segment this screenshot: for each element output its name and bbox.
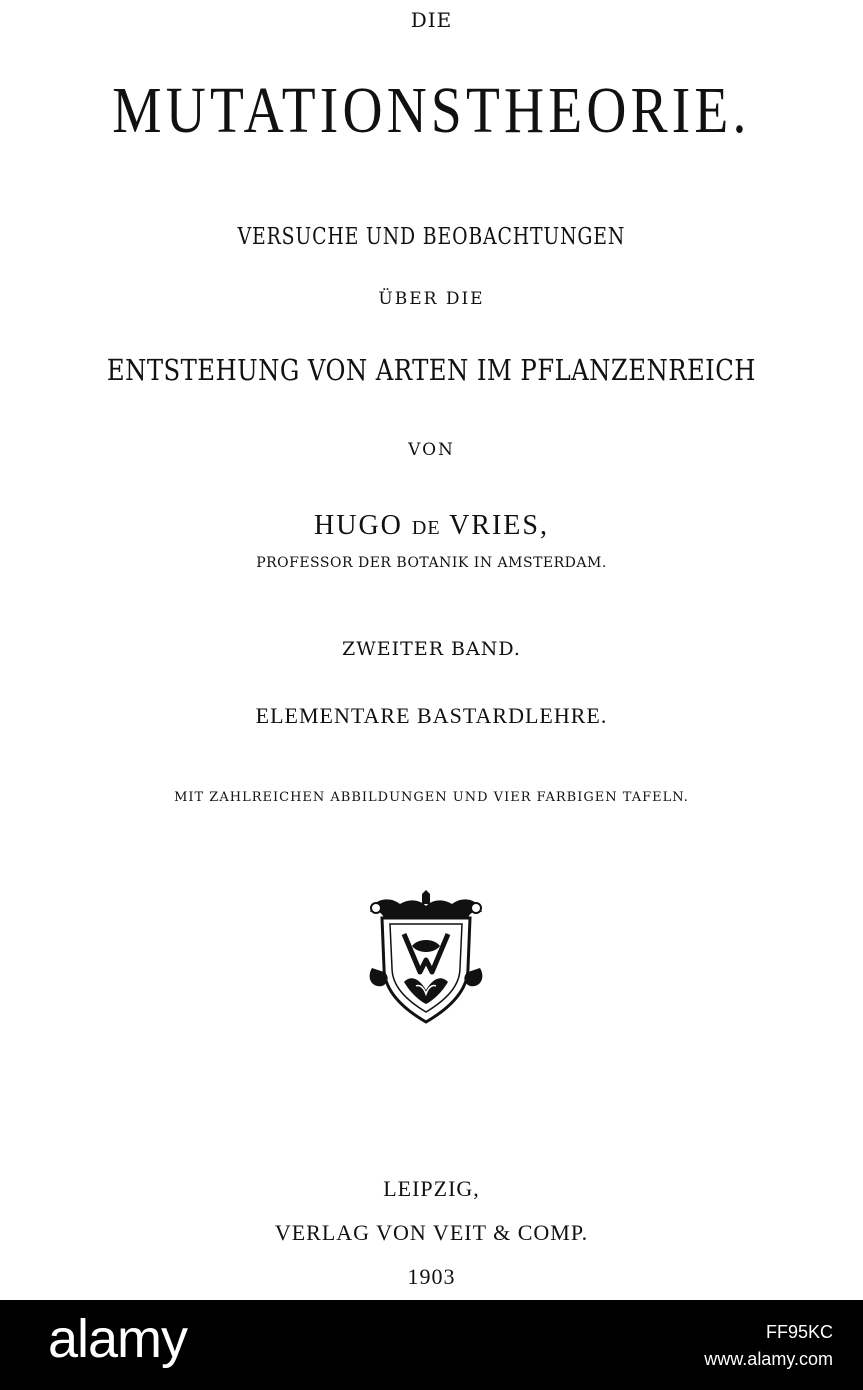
volume-label: ZWEITER BAND. [342, 638, 521, 660]
publisher-name: VERLAG VON VEIT & COMP. [274, 1220, 589, 1245]
subtitle-line-2: ÜBER DIE [378, 289, 485, 309]
author-affiliation: PROFESSOR DER BOTANIK IN AMSTERDAM. [256, 555, 607, 571]
publication-year: 1903 [407, 1264, 456, 1289]
publication-place: LEIPZIG, [383, 1176, 480, 1201]
watermark-logo: alamy [48, 1309, 188, 1369]
volume-title: ELEMENTARE BASTARDLEHRE. [255, 703, 608, 728]
author-particle: DE [411, 517, 441, 539]
watermark-bar [0, 1300, 863, 1390]
publisher-crest-icon [364, 890, 488, 1026]
author-name [0, 512, 863, 540]
subtitle-line-3: ENTSTEHUNG VON ARTEN IM PFLANZENREICH [106, 353, 756, 387]
author-first-name: HUGO [314, 510, 403, 541]
book-title: MUTATIONSTHEORIE. [112, 74, 751, 147]
series-label: DIE [410, 8, 453, 32]
subtitle-line-1: VERSUCHE UND BEOBACHTUNGEN [237, 224, 626, 250]
author-last-name: VRIES, [449, 510, 549, 541]
illustrations-note: MIT ZAHLREICHEN ABBILDUNGEN UND VIER FARBIGEN TAFELN. [174, 790, 689, 805]
image-id: FF95KC [765, 1322, 833, 1342]
watermark-site: www.alamy.com [704, 1349, 833, 1369]
byline: VON [408, 440, 455, 460]
